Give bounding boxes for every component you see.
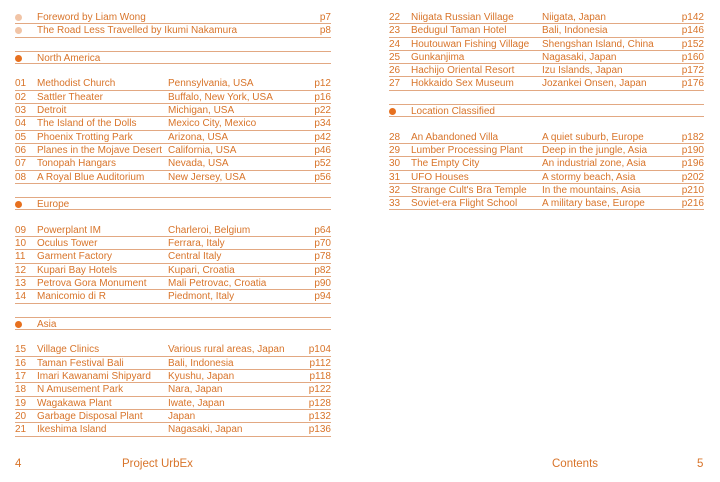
entry-title: Methodist Church — [37, 78, 116, 90]
section-heading — [15, 317, 331, 330]
entry-location: California, USA — [168, 144, 237, 156]
entry-page: p202 — [681, 171, 704, 183]
toc-entry — [389, 184, 704, 197]
right-page-number: 5 — [697, 458, 704, 470]
entry-location: Nagasaki, Japan — [542, 51, 617, 63]
intro-page: p8 — [319, 25, 331, 37]
toc-entry — [15, 264, 331, 277]
entry-title: Planes in the Mojave Desert — [37, 144, 163, 156]
entry-title: Lumber Processing Plant — [411, 144, 523, 156]
entry-location: Mali Petrovac, Croatia — [168, 277, 267, 289]
entry-location: Various rural areas, Japan — [168, 344, 285, 356]
entry-title: Bedugul Taman Hotel — [411, 25, 507, 37]
entry-page: p118 — [309, 371, 331, 383]
left-page-contents — [15, 11, 331, 437]
entry-location: Bali, Indonesia — [168, 357, 234, 369]
entry-number: 19 — [15, 397, 27, 409]
entry-number: 09 — [15, 224, 27, 236]
toc-entry — [389, 131, 704, 144]
entry-number: 22 — [389, 12, 401, 23]
entry-title: Manicomio di R — [37, 291, 106, 303]
toc-entry — [15, 157, 331, 170]
section-gap — [389, 117, 704, 130]
entry-title: An Abandoned Villa — [411, 131, 499, 143]
toc-entry — [15, 370, 331, 383]
entry-number: 14 — [15, 291, 27, 303]
intro-bullet-icon — [15, 14, 22, 21]
toc-entry — [15, 104, 331, 117]
toc-entry — [15, 77, 331, 90]
entry-location: Japan — [168, 410, 196, 422]
toc-entry — [389, 11, 704, 24]
entry-number: 03 — [15, 105, 27, 117]
entry-location: Pennsylvania, USA — [168, 78, 254, 90]
section-bullet-icon — [15, 321, 22, 328]
entry-page: p182 — [681, 131, 704, 143]
toc-entry — [15, 91, 331, 104]
entry-title: UFO Houses — [411, 171, 469, 183]
entry-number: 17 — [15, 371, 27, 383]
entry-page: p136 — [308, 424, 331, 436]
entry-location: Piedmont, Italy — [168, 291, 235, 303]
entry-location: Kupari, Croatia — [168, 264, 235, 276]
entry-location: Michigan, USA — [168, 105, 235, 117]
entry-location: Mexico City, Mexico — [168, 118, 257, 130]
right-page-contents — [389, 11, 704, 210]
entry-page: p78 — [314, 251, 331, 263]
entry-number: 23 — [389, 25, 401, 37]
entry-number: 11 — [15, 251, 26, 263]
intro-title: The Road Less Travelled by Ikumi Nakamura — [37, 25, 238, 37]
section-bullet-icon — [389, 108, 396, 115]
left-page-number: 4 — [15, 458, 22, 470]
entry-title: Petrova Gora Monument — [37, 277, 147, 289]
toc-entry — [15, 144, 331, 157]
entry-title: Wagakawa Plant — [37, 397, 112, 409]
section-gap — [15, 38, 331, 51]
toc-entry — [15, 383, 331, 396]
section-heading — [15, 51, 331, 64]
entry-page: p52 — [314, 158, 331, 170]
toc-entry — [15, 410, 331, 423]
toc-entry — [15, 290, 331, 303]
entry-location: Izu Islands, Japan — [542, 65, 623, 77]
toc-entry — [15, 277, 331, 290]
entry-page: p42 — [314, 131, 331, 143]
section-label: Asia — [37, 318, 57, 330]
toc-entry — [15, 131, 331, 144]
toc-entry — [15, 237, 331, 250]
entry-location: New Jersey, USA — [168, 171, 246, 183]
entry-title: Detroit — [37, 105, 67, 117]
entry-location: Jozankei Onsen, Japan — [542, 78, 647, 90]
toc-entry — [389, 197, 704, 210]
entry-location: A military base, Europe — [542, 198, 645, 210]
entry-location: Charleroi, Belgium — [168, 224, 251, 236]
entry-location: Nara, Japan — [168, 384, 223, 396]
entry-number: 33 — [389, 198, 401, 210]
entry-location: Central Italy — [168, 251, 222, 263]
entry-location: Iwate, Japan — [168, 397, 225, 409]
entry-location: Deep in the jungle, Asia — [542, 144, 648, 156]
entry-page: p216 — [681, 198, 704, 210]
entry-location: Arizona, USA — [168, 131, 229, 143]
entry-title: Kupari Bay Hotels — [37, 264, 118, 276]
entry-page: p112 — [309, 357, 331, 369]
entry-number: 28 — [389, 131, 401, 143]
entry-number: 02 — [15, 91, 27, 103]
entry-location: Niigata, Japan — [542, 12, 606, 23]
entry-title: Hokkaido Sex Museum — [411, 78, 514, 90]
entry-number: 20 — [15, 410, 27, 422]
entry-title: N Amusement Park — [37, 384, 124, 396]
entry-title: Oculus Tower — [37, 238, 98, 250]
entry-page: p34 — [314, 118, 331, 130]
toc-entry — [389, 24, 704, 37]
entry-number: 21 — [15, 424, 27, 436]
entry-title: Garbage Disposal Plant — [37, 410, 143, 422]
entry-number: 26 — [389, 65, 401, 77]
toc-entry — [15, 250, 331, 263]
entry-location: A stormy beach, Asia — [542, 171, 636, 183]
entry-title: A Royal Blue Auditorium — [37, 171, 145, 183]
entry-number: 25 — [389, 51, 401, 63]
entry-title: Strange Cult's Bra Temple — [411, 184, 527, 196]
section-heading — [389, 104, 704, 117]
entry-page: p90 — [314, 277, 331, 289]
entry-page: p172 — [681, 65, 704, 77]
entry-title: Imari Kawanami Shipyard — [37, 371, 151, 383]
section-heading — [15, 197, 331, 210]
entry-page: p46 — [314, 144, 331, 156]
entry-number: 10 — [15, 238, 27, 250]
entry-page: p56 — [314, 171, 331, 183]
entry-location: Shengshan Island, China — [542, 38, 654, 50]
entry-page: p128 — [308, 397, 331, 409]
entry-number: 32 — [389, 184, 401, 196]
toc-entry — [389, 171, 704, 184]
entry-page: p146 — [681, 25, 704, 37]
entry-number: 04 — [15, 118, 27, 130]
entry-title: Gunkanjima — [411, 51, 465, 63]
section-gap — [15, 304, 331, 317]
section-gap — [15, 330, 331, 343]
entry-number: 08 — [15, 171, 27, 183]
entry-number: 12 — [15, 264, 27, 276]
section-gap — [15, 64, 331, 77]
entry-location: Kyushu, Japan — [168, 371, 235, 383]
entry-number: 31 — [389, 171, 401, 183]
toc-entry — [15, 357, 331, 370]
entry-number: 16 — [15, 357, 27, 369]
entry-number: 18 — [15, 384, 27, 396]
entry-number: 24 — [389, 38, 401, 50]
entry-number: 29 — [389, 144, 401, 156]
entry-page: p70 — [314, 238, 331, 250]
entry-title: Niigata Russian Village — [411, 12, 514, 23]
entry-number: 06 — [15, 144, 27, 156]
entry-number: 05 — [15, 131, 27, 143]
intro-entry — [15, 24, 331, 37]
entry-number: 27 — [389, 78, 401, 90]
entry-location: Nagasaki, Japan — [168, 424, 243, 436]
intro-title: Foreword by Liam Wong — [37, 12, 146, 23]
entry-title: Village Clinics — [37, 344, 100, 356]
entry-page: p122 — [308, 384, 331, 396]
entry-title: Soviet-era Flight School — [411, 198, 518, 210]
section-gap — [15, 210, 331, 223]
entry-title: Powerplant IM — [37, 224, 101, 236]
entry-page: p22 — [314, 105, 331, 117]
toc-entry — [15, 117, 331, 130]
entry-number: 01 — [15, 78, 27, 90]
entry-title: Ikeshima Island — [37, 424, 107, 436]
entry-page: p210 — [681, 184, 704, 196]
entry-title: Hachijo Oriental Resort — [411, 65, 515, 77]
entry-title: The Empty City — [411, 158, 480, 170]
entry-page: p82 — [314, 264, 331, 276]
entry-location: Bali, Indonesia — [542, 25, 608, 37]
entry-number: 13 — [15, 277, 27, 289]
intro-page: p7 — [319, 12, 331, 23]
entry-page: p94 — [314, 291, 331, 303]
entry-location: Nevada, USA — [168, 158, 229, 170]
entry-title: Phoenix Trotting Park — [37, 131, 133, 143]
entry-page: p196 — [681, 158, 704, 170]
section-label: Europe — [37, 199, 70, 211]
entry-page: p12 — [314, 78, 331, 90]
section-bullet-icon — [15, 201, 22, 208]
toc-entry — [15, 171, 331, 184]
entry-page: p152 — [681, 38, 704, 50]
entry-location: Ferrara, Italy — [168, 238, 225, 250]
entry-title: The Island of the Dolls — [37, 118, 137, 130]
entry-number: 15 — [15, 344, 27, 356]
toc-entry — [15, 224, 331, 237]
entry-page: p16 — [314, 91, 331, 103]
entry-page: p104 — [308, 344, 331, 356]
entry-page: p190 — [681, 144, 704, 156]
entry-location: An industrial zone, Asia — [542, 158, 646, 170]
entry-number: 30 — [389, 158, 401, 170]
toc-entry — [389, 64, 704, 77]
section-label: Location Classified — [411, 106, 495, 118]
entry-location: A quiet suburb, Europe — [542, 131, 644, 143]
entry-page: p176 — [681, 78, 704, 90]
entry-title: Taman Festival Bali — [37, 357, 124, 369]
entry-title: Tonopah Hangars — [37, 158, 116, 170]
section-gap — [389, 91, 704, 104]
entry-page: p160 — [681, 51, 704, 63]
entry-page: p142 — [681, 12, 704, 23]
entry-title: Garment Factory — [37, 251, 113, 263]
section-bullet-icon — [15, 55, 22, 62]
entry-page: p64 — [314, 224, 331, 236]
right-running-title: Contents — [552, 458, 599, 470]
section-gap — [15, 184, 331, 197]
toc-entry — [15, 423, 331, 436]
toc-entry — [389, 51, 704, 64]
toc-entry — [15, 397, 331, 410]
entry-location: Buffalo, New York, USA — [168, 91, 273, 103]
entry-title: Houtouwan Fishing Village — [411, 38, 530, 50]
toc-entry — [15, 343, 331, 356]
entry-number: 07 — [15, 158, 27, 170]
intro-bullet-icon — [15, 27, 22, 34]
intro-entry — [15, 11, 331, 24]
entry-page: p132 — [308, 410, 331, 422]
section-label: North America — [37, 52, 101, 64]
toc-entry — [389, 38, 704, 51]
entry-title: Sattler Theater — [37, 91, 103, 103]
left-running-title: Project UrbEx — [122, 458, 193, 470]
toc-entry — [389, 157, 704, 170]
toc-entry — [389, 77, 704, 90]
entry-location: In the mountains, Asia — [542, 184, 641, 196]
toc-entry — [389, 144, 704, 157]
